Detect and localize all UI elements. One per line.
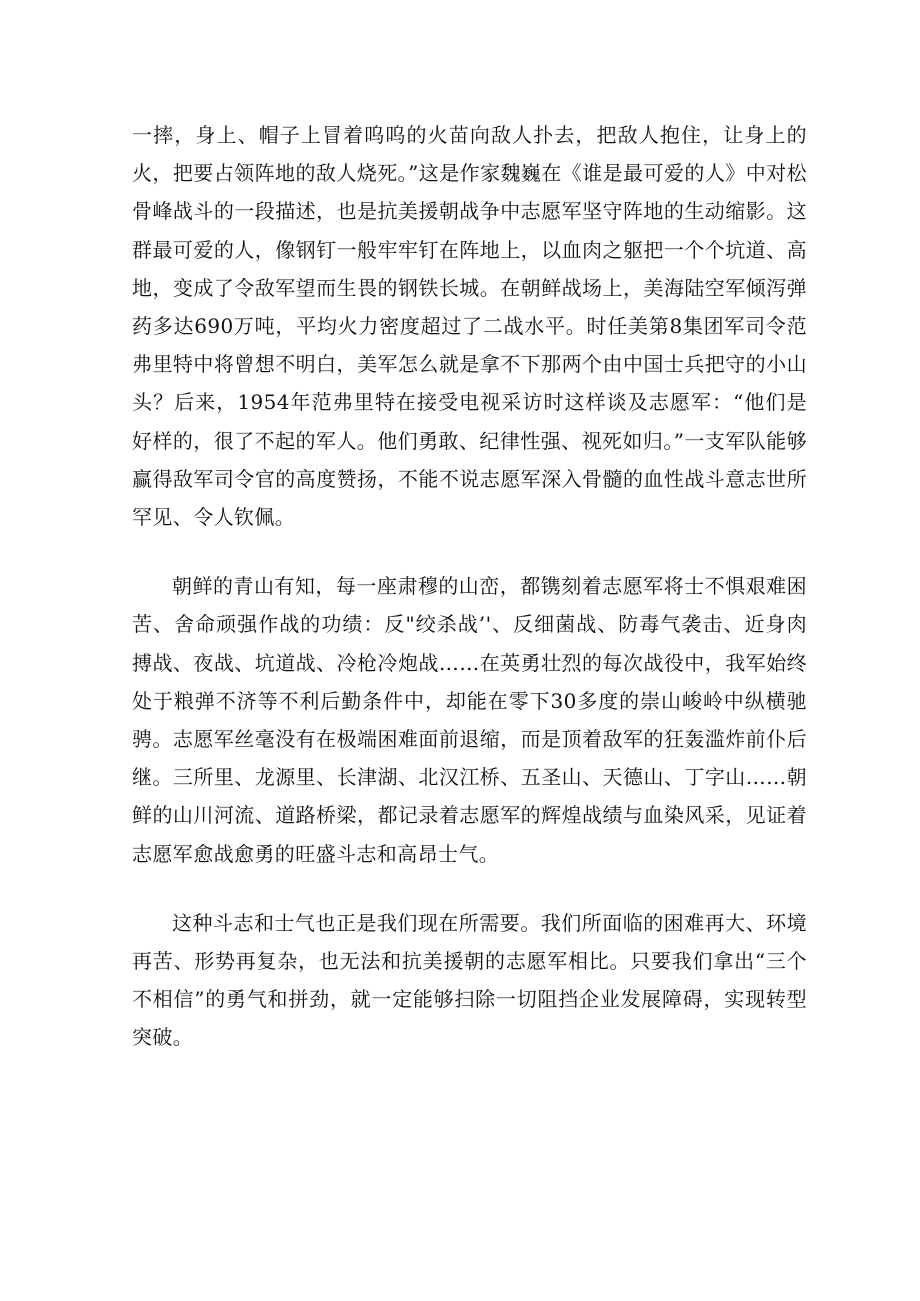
paragraph-volunteer-army-feats: 朝鲜的青山有知，每一座肃穆的山峦，都镌刻着志愿军将士不惧艰难困苦、舍命顽强作战的功绩：反"绞杀战’'、反细菌战、防毒气袭击、近身肉搏战、夜战、坑道战、冷枪冷炮战……在英勇壮烈的每次战役中，我军始终处于粮弹不济等不利后勤条件中，却能在零下30多度的崇山峻岭中纵横驰骋。志愿军丝毫没有在极端困难面前退缩，而是顶着敌军的狂轰滥炸前仆后继。三所里、龙源里、长津湖、北汉江桥、五圣山、天德山、丁字山……朝鲜的山川河流、道路桥梁，都记录着志愿军的辉煌战绩与血染风采，见证着志愿军愈战愈勇的旺盛斗志和高昂士气。 [132, 574, 807, 866]
paragraph-conclusion: 这种斗志和士气也正是我们现在所需要。我们所面临的困难再大、环境再苦、形势再复杂，也无法和抗美援朝的志愿军相比。只要我们拿出“三个不相信”的勇气和拼劲，就一定能够扫除一切阻挡企业发展障碍，实现转型突破。 [132, 910, 807, 1050]
paragraph-continuation: 一摔，身上、帽子上冒着呜呜的火苗向敌人扑去，把敌人抱住，让身上的火，把要占领阵地的敌人烧死。”这是作家魏巍在《谁是最可爱的人》中对松骨峰战斗的一段描述，也是抗美援朝战争中志愿军坚守阵地的生动缩影。这群最可爱的人，像钢钉一般牢牢钉在阵地上，以血肉之躯把一个个坑道、高地，变成了令敌军望而生畏的钢铁长城。在朝鲜战场上，美海陆空军倾泻弹药多达690万吨，平均火力密度超过了二战水平。时任美第8集团军司令范弗里特中将曾想不明白，美军怎么就是拿不下那两个由中国士兵把守的小山头？后来，1954年范弗里特在接受电视采访时这样谈及志愿军：“他们是好样的，很了不起的军人。他们勇敢、纪律性强、视死如归。”一支军队能够赢得敌军司令官的高度赞扬，不能不说志愿军深入骨髓的血性战斗意志世所罕见、令人钦佩。 [132, 123, 807, 530]
article-body [132, 116, 807, 1057]
